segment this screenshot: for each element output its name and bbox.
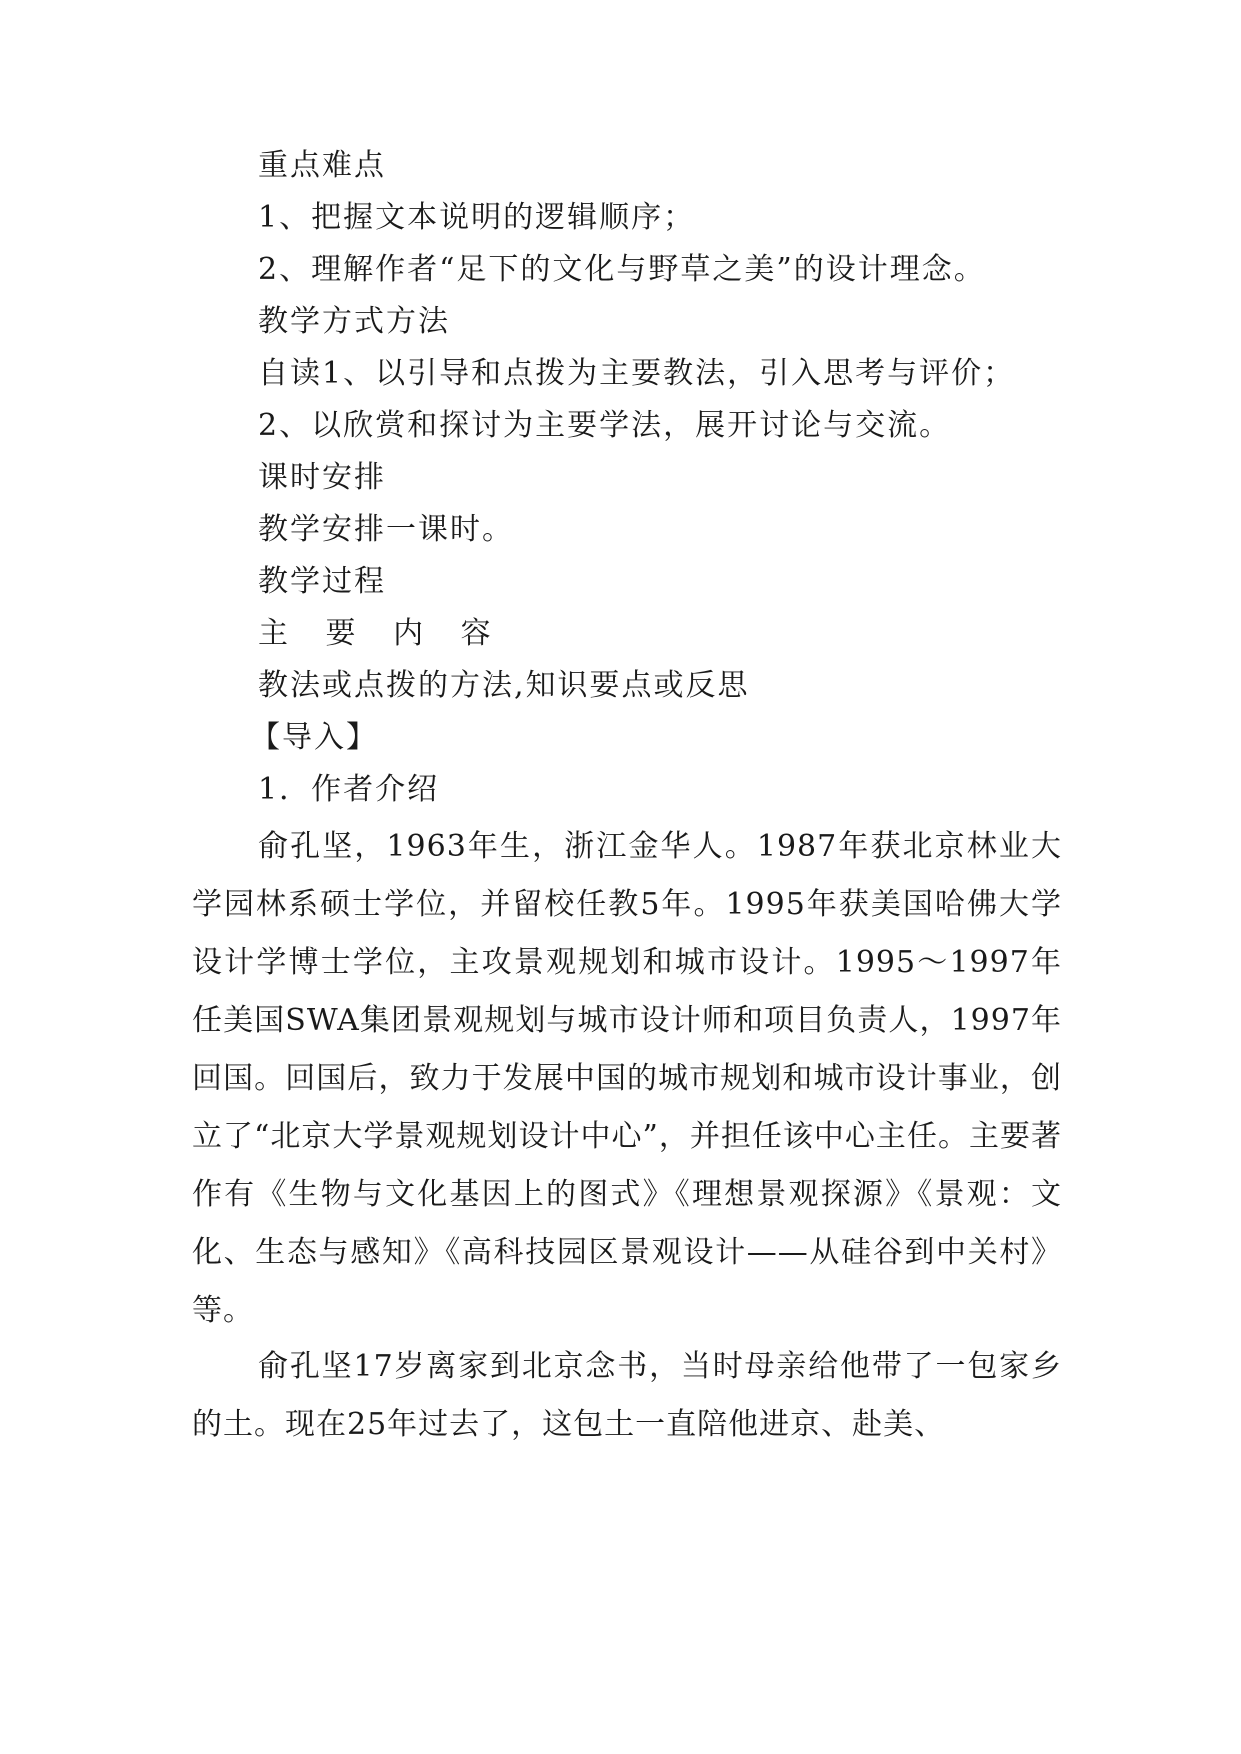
schedule-text: 教学安排一课时。 xyxy=(258,512,514,547)
intro-heading: 【导入】 xyxy=(250,720,378,755)
key-point-2: 2、理解作者“足下的文化与野草之美”的设计理念。 xyxy=(258,252,986,287)
author-bio-paragraph: 俞孔坚，1963年生，浙江金华人。1987年获北京林业大学园林系硕士学位，并留校任教5年。1995年获美国哈佛大学设计学博士学位，主攻景观规划和城市设计。1995～1997年任美国SWA集团景观规划与城市设计师和项目负责人，1997年回国。回国后，致力于发展中国的城市规划和城市设计事业，创立了“北京大学景观规划设计中心”，并担任该中心主任。主要著作有《生物与文化基因上的图式》《理想景观探源》《景观：文化、生态与感知》《高科技园区景观设计——从硅谷到中关村》等。 xyxy=(192,829,1062,1328)
author-story-paragraph: 俞孔坚17岁离家到北京念书，当时母亲给他带了一包家乡的土。现在25年过去了，这包土一直陪他进京、赴美、 xyxy=(192,1349,1062,1442)
method-knowledge-label: 教法或点拨的方法,知识要点或反思 xyxy=(258,668,750,703)
key-point-1: 1、把握文本说明的逻辑顺序； xyxy=(258,200,696,235)
heading-key-points: 重点难点 xyxy=(258,148,386,183)
heading-schedule: 课时安排 xyxy=(258,460,386,495)
main-content-label: 主 要 内 容 xyxy=(258,616,505,651)
method-2: 2、以欣赏和探讨为主要学法，展开讨论与交流。 xyxy=(258,408,952,443)
author-intro-heading: 1．作者介绍 xyxy=(258,772,440,807)
method-1: 自读1、以引导和点拨为主要教法，引入思考与评价； xyxy=(258,356,1016,391)
heading-teaching-methods: 教学方式方法 xyxy=(258,304,450,339)
heading-teaching-process: 教学过程 xyxy=(258,564,386,599)
